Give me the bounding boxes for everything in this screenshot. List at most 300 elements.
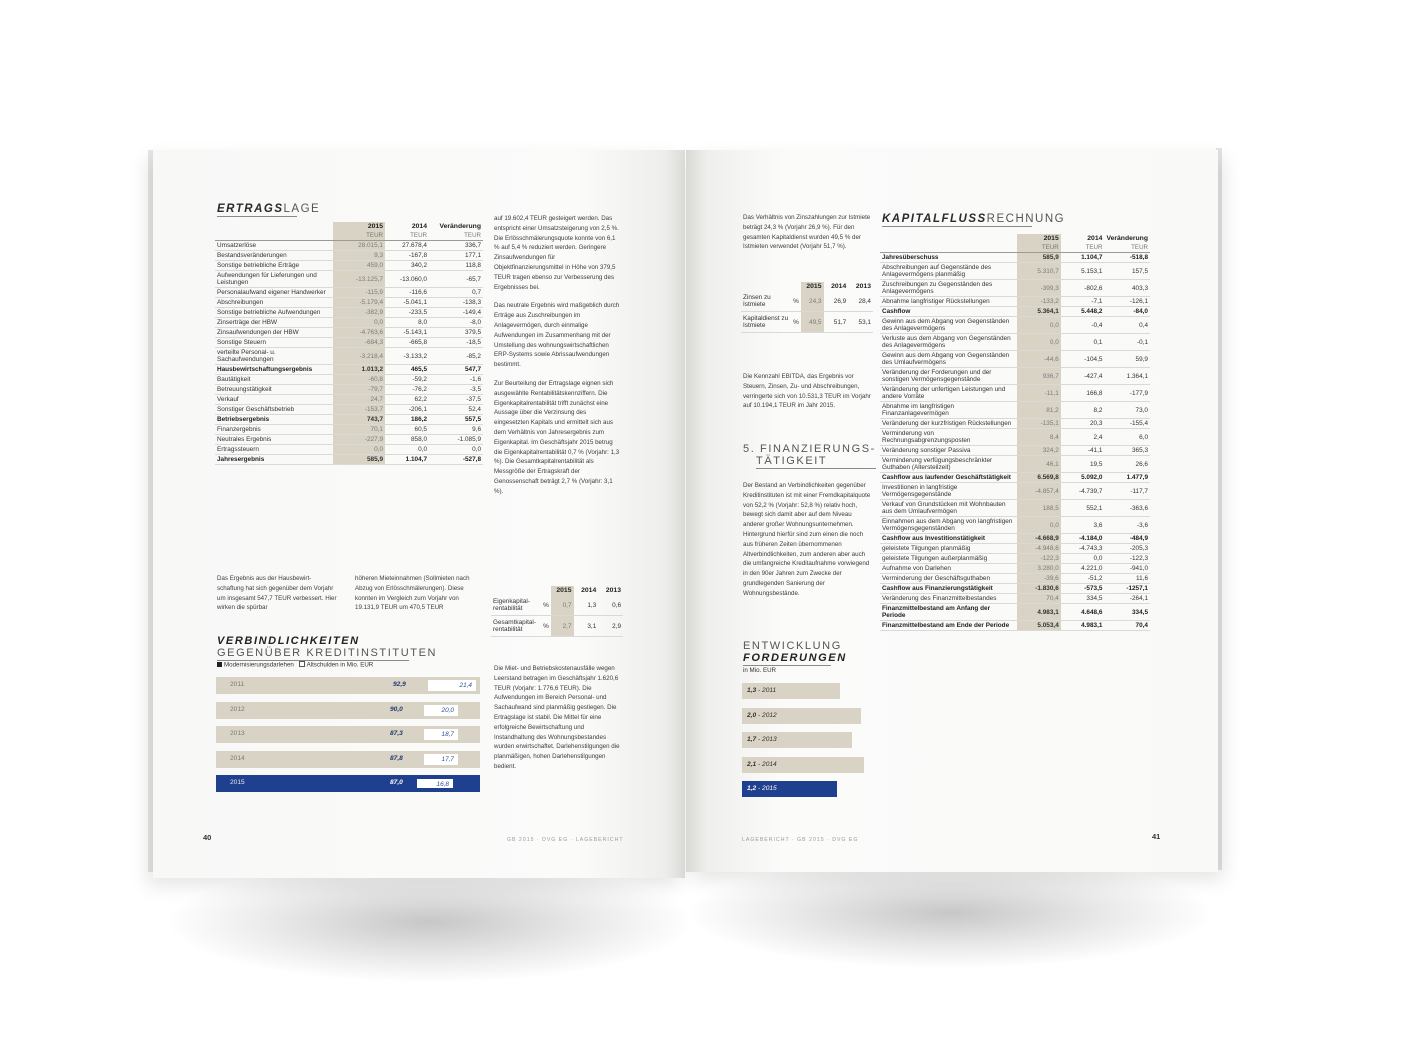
- kapitalfluss-row: [880, 483, 1150, 500]
- kapitalfluss-row: [880, 554, 1150, 564]
- ertrag-row-label: Bestandsveränderungen: [215, 251, 333, 261]
- kapitalfluss-row-label: Finanzmittelbestand am Anfang der Periode: [880, 604, 1017, 621]
- bar-year-label: 2014: [230, 754, 245, 762]
- forderungen-bar-label: [747, 687, 776, 694]
- ertrag-row-value: -1,6: [429, 375, 483, 385]
- ertrag-row: [215, 375, 483, 385]
- zins-header-blank: [741, 282, 791, 291]
- kapitalfluss-row: [880, 517, 1150, 534]
- forderungen-bar: [742, 708, 861, 724]
- zins-row-value: 51,7: [824, 312, 849, 333]
- ertrag-row: [215, 318, 483, 328]
- ertrag-row-value: -8,0: [429, 318, 483, 328]
- kapitalfluss-row-value: 585,9: [1017, 253, 1061, 263]
- page-number-right: 41: [1152, 832, 1161, 841]
- ertrag-row-value: 585,9: [333, 455, 385, 465]
- kapitalfluss-row-label: Abnahme langfristiger Rückstellungen: [880, 297, 1017, 307]
- kapitalfluss-row-value: -0,4: [1061, 317, 1105, 334]
- bar-value-modernisierung: 92,9: [393, 681, 406, 688]
- right-page: [686, 150, 1218, 872]
- kapitalfluss-row-value: 552,1: [1061, 500, 1105, 517]
- ertrag-row-value: -5.041,1: [385, 298, 429, 308]
- ertrag-row-value: 28.015,1: [333, 241, 385, 251]
- kapitalfluss-row-value: -84,0: [1104, 307, 1150, 317]
- ertrag-row-value: 9,6: [429, 425, 483, 435]
- zins-row-label: Kapitaldienst zu Istmiete: [741, 312, 791, 333]
- bar-legend: [217, 661, 373, 669]
- kapitalfluss-row-value: -7,1: [1061, 297, 1105, 307]
- kapitalfluss-row-value: 11,6: [1104, 574, 1150, 584]
- ertrag-row: [215, 348, 483, 365]
- ertrag-row-value: 557,5: [429, 415, 483, 425]
- running-footer-right: LAGEBERICHT · GB 2015 · DVG EG: [742, 837, 859, 843]
- forderungen-bar-sep: -: [756, 687, 763, 694]
- forderungen-bar-year: 2011: [762, 687, 777, 694]
- kapitalfluss-row-value: 59,9: [1104, 351, 1150, 368]
- kapitalfluss-row-value: -41,1: [1061, 446, 1105, 456]
- ertrag-row-label: Sonstige betriebliche Erträge: [215, 261, 333, 271]
- rent-header-1: 2014: [581, 587, 597, 594]
- kapitalfluss-row-value: -177,9: [1104, 385, 1150, 402]
- bar-year-label: 2015: [230, 779, 245, 786]
- ertrag-row-value: -76,2: [385, 385, 429, 395]
- kapitalfluss-row-value: 0,0: [1061, 554, 1105, 564]
- kapitalfluss-row-value: 0,4: [1104, 317, 1150, 334]
- kapitalfluss-row-value: -518,8: [1104, 253, 1150, 263]
- ertrag-row: [215, 365, 483, 375]
- zins-row-value: 53,1: [848, 312, 873, 333]
- kapitalfluss-row-value: 0,1: [1061, 334, 1105, 351]
- kapitalfluss-row-value: 0,0: [1017, 317, 1061, 334]
- zins-header-0: 2015: [801, 282, 824, 291]
- col2-paragraph-1: auf 19.602,4 TEUR gesteigert werden. Das entspricht einer Umsatzsteigerung von 2,5 %. Die Erlösschmälerungsquote konnte von 6,1 % auf 5,4 % reduziert werden. Geringere Zinsaufwendungen für Objektfinanzierungsmittel in Höhe von 379,5 TEUR tragen ebenso zur Verbesserung des Ergebnisses bei.: [494, 215, 619, 291]
- kapitalfluss-row-value: 334,5: [1061, 594, 1105, 604]
- ertrag-row: [215, 251, 483, 261]
- kapitalfluss-row-label: Verminderung verfügungsbeschränkter Guthaben (Altersteilzeit): [880, 456, 1017, 473]
- ertrag-row-label: verteilte Personal- u. Sachaufwendungen: [215, 348, 333, 365]
- running-footer-left: GB 2015 · DVG EG · LAGEBERICHT: [507, 837, 624, 843]
- kapitalfluss-row-value: 4.983,1: [1061, 621, 1105, 631]
- legend-altschulden: Altschulden in Mio. EUR: [306, 661, 374, 669]
- ertrag-row-value: -5.179,4: [333, 298, 385, 308]
- ertrag-row-value: 379,5: [429, 328, 483, 338]
- kapitalfluss-row-value: -39,6: [1017, 574, 1061, 584]
- kapitalfluss-row-label: Veränderung der Forderungen und der sonstigen Vermögensgegenstände: [880, 368, 1017, 385]
- forderungen-bar-label: [747, 736, 777, 743]
- kapitalfluss-row-label: Veränderung der unfertigen Leistungen und andere Vorräte: [880, 385, 1017, 402]
- ertrag-unit-blank: [215, 231, 333, 241]
- forderungen-bar: [742, 732, 852, 748]
- rentabilitaet-table: [491, 586, 623, 637]
- kapitalfluss-row-value: 46,1: [1017, 456, 1061, 473]
- ertrag-row-value: 1.104,7: [385, 455, 429, 465]
- verbindlichkeiten-bar: [216, 775, 480, 792]
- zins-row-unit: %: [791, 312, 801, 333]
- bar-value-altschulden: 20,0: [424, 705, 458, 716]
- ertrag-row-value: 186,2: [385, 415, 429, 425]
- ertrag-row-value: 340,2: [385, 261, 429, 271]
- rent-row-unit: %: [541, 595, 551, 616]
- kapitalfluss-row-value: 5.053,4: [1017, 621, 1061, 631]
- rent-row-value: 0,6: [598, 595, 623, 616]
- kapitalfluss-row-value: 166,8: [1061, 385, 1105, 402]
- kapitalfluss-row-value: 365,3: [1104, 446, 1150, 456]
- kapitalfluss-row-value: 6,0: [1104, 429, 1150, 446]
- ertrag-row-label: Abschreibungen: [215, 298, 333, 308]
- ertrag-row-value: 465,5: [385, 365, 429, 375]
- kapitalfluss-unit-row: [880, 243, 1150, 253]
- kapitalfluss-row-label: Cashflow: [880, 307, 1017, 317]
- ertrag-row-value: 1.013,2: [333, 365, 385, 375]
- forderungen-bar-sep: -: [756, 785, 763, 792]
- kapitalfluss-row-value: -4.184,0: [1061, 534, 1105, 544]
- bar-year-label: 2013: [230, 730, 245, 737]
- ertrag-row-value: -60,8: [333, 375, 385, 385]
- kapitalfluss-row: [880, 564, 1150, 574]
- forderungen-bar-year: 2012: [762, 711, 777, 719]
- kapitalfluss-row-label: Aufnahme von Darlehen: [880, 564, 1017, 574]
- verbindlichkeiten-bar: [216, 677, 480, 694]
- kapitalfluss-row-value: -126,1: [1104, 297, 1150, 307]
- kapitalfluss-row: [880, 574, 1150, 584]
- ertrag-row-value: -227,9: [333, 435, 385, 445]
- kapitalfluss-row-value: 2,4: [1061, 429, 1105, 446]
- rent-row-value: 1,3: [574, 595, 599, 616]
- ertrag-row-value: 547,7: [429, 365, 483, 375]
- ertrag-row-value: -3,5: [429, 385, 483, 395]
- bar-value-modernisierung: 87,0: [390, 779, 403, 786]
- kapitalfluss-row-value: 1.477,9: [1104, 473, 1150, 483]
- ertrag-row-label: Personalaufwand eigener Handwerker: [215, 288, 333, 298]
- kapitalfluss-row: [880, 307, 1150, 317]
- kapitalfluss-row-value: 70,4: [1104, 621, 1150, 631]
- kapitalfluss-row-label: Veränderung der kurzfristigen Rückstellungen: [880, 419, 1017, 429]
- ertrag-header-2: Veränderung: [439, 223, 481, 230]
- forderungen-bar-year: 2014: [762, 760, 777, 768]
- ertrag-row-value: 9,3: [333, 251, 385, 261]
- kapitalfluss-row: [880, 419, 1150, 429]
- forderungen-bar-sep: -: [756, 760, 763, 768]
- ertrag-row-value: 336,7: [429, 241, 483, 251]
- entwicklung-title-2: FORDERUNGEN: [743, 652, 847, 664]
- col2-paragraph-4: Die Miet- und Betriebskostenausfälle wegen Leerstand betragen im Geschäftsjahr 1.620,6 TEUR (Vorjahr: 1.776,6 TEUR). Die Aufwendungen im Bereich Personal- und Sachaufwand sind planmäßig gestiegen. Die Ertragslage ist stabil. Die Mittel für eine erfolgreiche Bewirtschaftung und Instandhaltung des Wohnungsbestandes wurden erwirtschaftet. Darlehenstilgungen die planmäßigen, hohen Darlehenstilgungen bedient.: [494, 665, 620, 770]
- kapitalfluss-row: [880, 584, 1150, 594]
- kapitalfluss-row-value: -11,1: [1017, 385, 1061, 402]
- kapitalfluss-row-value: 4.983,1: [1017, 604, 1061, 621]
- kapitalfluss-row: [880, 253, 1150, 263]
- rent-header-row: [491, 586, 623, 595]
- kapitalfluss-title-bold: KAPITALFLUSS: [882, 213, 987, 225]
- ertrag-row-label: Finanzergebnis: [215, 425, 333, 435]
- kapitalfluss-row: [880, 544, 1150, 554]
- ertrag-row-value: 743,7: [333, 415, 385, 425]
- ertrag-row-value: -65,7: [429, 271, 483, 288]
- ertrag-row-value: 70,1: [333, 425, 385, 435]
- entwicklung-title-1: ENTWICKLUNG: [743, 640, 842, 652]
- kapitalfluss-row-value: -117,7: [1104, 483, 1150, 500]
- kapitalfluss-row: [880, 456, 1150, 473]
- kapitalfluss-row-value: 73,0: [1104, 402, 1150, 419]
- ertragslage-title-rest: LAGE: [283, 203, 321, 215]
- kapitalfluss-row-label: Gewinn aus dem Abgang von Gegenständen des Anlagevermögens: [880, 317, 1017, 334]
- kapitalfluss-row-label: Abschreibungen auf Gegenstände des Anlagevermögens planmäßig: [880, 263, 1017, 280]
- kapitalfluss-header-row: [880, 234, 1150, 243]
- kapitalfluss-row-value: -1257,1: [1104, 584, 1150, 594]
- bar-value-altschulden: 18,7: [424, 729, 458, 740]
- kapitalfluss-row-value: 6.569,8: [1017, 473, 1061, 483]
- kapitalfluss-row-label: Cashflow aus Finanzierungstätigkeit: [880, 584, 1017, 594]
- kapitalfluss-row-label: Veränderung sonstiger Passiva: [880, 446, 1017, 456]
- ertrag-row-label: Sonstige betriebliche Aufwendungen: [215, 308, 333, 318]
- forderungen-bar-sep: -: [756, 711, 763, 719]
- kapitalfluss-row: [880, 500, 1150, 517]
- kapitalfluss-row-value: 5.448,2: [1061, 307, 1105, 317]
- col2-paragraph-3: Zur Beurteilung der Ertragslage eignen sich ausgewählte Rentabilitätskennziffern. Die Eigenkapitalrentabilität trifft zunächst eine Aussage über die Verzinsung des eingesetzten Kapitals und ermittelt sich aus dem Verhältnis von Jahresergebnis zum Eigenkapital. Im Geschäftsjahr 2015 betrug die Eigenkapitalrentabilität 0,7 % (Vorjahr: 1,3 %). Die Gesamtkapitalrentabilität als Messgröße der Ertragskraft der Genossenschaft beträgt 2,7 % (Vorjahr: 3,1 %).: [494, 379, 620, 495]
- ertrag-row-value: -13.125,7: [333, 271, 385, 288]
- ertrag-header-row: [215, 222, 483, 231]
- zins-header-row: [741, 282, 873, 291]
- ertragslage-title: [217, 203, 321, 217]
- kapitalfluss-row-value: -802,6: [1061, 280, 1105, 297]
- zins-paragraph: [743, 213, 871, 261]
- ertrag-row-value: 177,1: [429, 251, 483, 261]
- ertrag-row-value: -59,2: [385, 375, 429, 385]
- legend-swatch-altschulden: [299, 661, 305, 667]
- kapitalfluss-row: [880, 402, 1150, 419]
- ertrag-row-value: -116,6: [385, 288, 429, 298]
- kapitalfluss-row-value: -4.668,9: [1017, 534, 1061, 544]
- kapitalfluss-row-label: Jahresüberschuss: [880, 253, 1017, 263]
- ertrag-row-label: Jahresergebnis: [215, 455, 333, 465]
- kapitalfluss-row-value: -205,3: [1104, 544, 1150, 554]
- ertrag-row-value: -206,1: [385, 405, 429, 415]
- ertragslage-title-bold: ERTRAGS: [217, 203, 284, 215]
- bar-year-label: 2012: [230, 705, 245, 713]
- ebitda-paragraph: [743, 372, 871, 420]
- kapitalfluss-row-label: Verluste aus dem Abgang von Gegenständen des Anlagevermögens: [880, 334, 1017, 351]
- forderungen-bar: [742, 757, 864, 773]
- ertrag-row-value: -665,8: [385, 338, 429, 348]
- ertragslage-table: [215, 222, 483, 465]
- kapitalfluss-row-value: 1.104,7: [1061, 253, 1105, 263]
- ertrag-row-value: 0,0: [333, 445, 385, 455]
- kapitalfluss-row: [880, 280, 1150, 297]
- kapitalfluss-row-label: Cashflow aus Investitionstätigkeit: [880, 534, 1017, 544]
- kapitalfluss-row-value: -4.743,3: [1061, 544, 1105, 554]
- ertrag-row-value: -3.133,2: [385, 348, 429, 365]
- kapitalfluss-row-value: 936,7: [1017, 368, 1061, 385]
- ergebnis-paragraph-a-text: Das Ergebnis aus der Hausbewirt-schaftung hat sich gegenüber dem Vorjahr um insgesamt 547,7 TEUR verbessert. Hier wirken die spürbar: [217, 575, 337, 612]
- ertrag-row-value: 0,7: [429, 288, 483, 298]
- ebitda-paragraph-text: Die Kennzahl EBITDA, das Ergebnis vor Steuern, Zinsen, Zu- und Abschreibungen, verringerte sich von 10.531,3 TEUR im Vorjahr auf 10.194,1 TEUR im Jahr 2015.: [743, 373, 871, 410]
- rent-header-blank: [491, 586, 541, 595]
- ertrag-row-label: Zinserträge der HBW: [215, 318, 333, 328]
- zins-row: [741, 312, 873, 333]
- rent-row-label: Eigenkapital-rentabilität: [491, 595, 541, 616]
- bar-value-altschulden: 16,8: [416, 778, 454, 789]
- legend-swatch-modernisierung: [217, 662, 222, 667]
- kapitalfluss-row-value: -941,0: [1104, 564, 1150, 574]
- kapitalfluss-row-value: 19,5: [1061, 456, 1105, 473]
- finanzierung-paragraph-text: Der Bestand an Verbindlichkeiten gegenüber Kreditinstituten ist mit einer Fremdkapitalquote von 52,2 % (Vorjahr: 52,8 %) relativ hoch, bewegt sich damit aber auf dem Niveau anderer großer Wohnungsunternehmen. Hintergrund hierfür sind zum einen die noch aus früheren Zeiten übernommenen Altverbindlichkeiten, zum anderen aber auch die umfangreiche Kreditaufnahme vorwiegend in den 90er Jahren zum Zwecke der grundlegenden Sanierung der Wohnungsbestände.: [743, 482, 871, 597]
- ertrag-row: [215, 385, 483, 395]
- kapitalfluss-row-value: 5.364,1: [1017, 307, 1061, 317]
- verbindlichkeiten-title-2: GEGENÜBER KREDITINSTITUTEN: [217, 647, 438, 659]
- ertrag-row-value: -167,8: [385, 251, 429, 261]
- ertrag-row: [215, 405, 483, 415]
- ertrag-row: [215, 435, 483, 445]
- bar-value-modernisierung: 87,3: [390, 730, 403, 737]
- kapitalfluss-row-value: -44,6: [1017, 351, 1061, 368]
- kapitalfluss-row-label: Verminderung von Rechnungsabgrenzungsposten: [880, 429, 1017, 446]
- ertrag-header-blank: [215, 222, 333, 231]
- zins-row-value: 26,9: [824, 291, 849, 312]
- entwicklung-unit: in Mio. EUR: [743, 667, 777, 674]
- zins-header-2: 2013: [855, 283, 871, 290]
- ertrag-row-value: 858,0: [385, 435, 429, 445]
- ertrag-row-label: Betriebsergebnis: [215, 415, 333, 425]
- ertrag-row: [215, 328, 483, 338]
- kapitalfluss-row: [880, 594, 1150, 604]
- kapitalfluss-unit-2: TEUR: [1104, 243, 1150, 253]
- kapitalfluss-row-value: -363,6: [1104, 500, 1150, 517]
- kapitalfluss-row-label: Abnahme im langfristigen Finanzanlagevermögen: [880, 402, 1017, 419]
- ertrag-row-label: Sonstige Steuern: [215, 338, 333, 348]
- finanzierung-title-1: 5. FINANZIERUNGS-: [743, 443, 876, 455]
- bar-value-modernisierung: 90,0: [390, 705, 403, 713]
- text-column-2: [494, 214, 622, 506]
- ertrag-row: [215, 425, 483, 435]
- kapitalfluss-row-value: -122,3: [1017, 554, 1061, 564]
- kapitalfluss-row-label: Einnahmen aus dem Abgang von langfristigen Vermögensgegenständen: [880, 517, 1017, 534]
- verbindlichkeiten-bar: [216, 702, 480, 719]
- ertrag-row-label: Verkauf: [215, 395, 333, 405]
- bar-value-altschulden: 17,7: [424, 754, 458, 765]
- rent-header-blank-unit: [541, 586, 551, 595]
- kapitalfluss-row: [880, 604, 1150, 621]
- kapitalfluss-row: [880, 317, 1150, 334]
- kapitalfluss-row: [880, 621, 1150, 631]
- kapitalfluss-row-value: 8,4: [1017, 429, 1061, 446]
- ertrag-row-value: -233,5: [385, 308, 429, 318]
- kapitalfluss-row-value: -573,5: [1061, 584, 1105, 594]
- kapitalfluss-row-value: -133,2: [1017, 297, 1061, 307]
- ertrag-unit-1: TEUR: [385, 231, 429, 241]
- zins-paragraph-text: Das Verhältnis von Zinszahlungen zur Istmiete beträgt 24,3 % (Vorjahr 26,9 %). Für den gesamten Kapitaldienst wurden 49,5 % der Istmieten verwendet (Vorjahr 51,7 %).: [743, 214, 871, 251]
- kapitalfluss-row: [880, 297, 1150, 307]
- kapitalfluss-unit-1: TEUR: [1061, 243, 1105, 253]
- kapitalfluss-row: [880, 473, 1150, 483]
- ertrag-row-value: 60,5: [385, 425, 429, 435]
- zins-header-1: 2014: [831, 283, 847, 290]
- kapitalfluss-row-value: -0,1: [1104, 334, 1150, 351]
- ertrag-row-value: -37,5: [429, 395, 483, 405]
- ertrag-row: [215, 455, 483, 465]
- kapitalfluss-row-value: -484,9: [1104, 534, 1150, 544]
- ertrag-row-value: -18,5: [429, 338, 483, 348]
- ertrag-row-label: Ertragssteuern: [215, 445, 333, 455]
- ertrag-row: [215, 241, 483, 251]
- rent-row-value: 3,1: [574, 616, 599, 637]
- kapitalfluss-row-value: 5.092,0: [1061, 473, 1105, 483]
- zins-row-value: 24,3: [801, 291, 824, 312]
- kapitalfluss-row-value: 0,0: [1017, 334, 1061, 351]
- kapitalfluss-unit-blank: [880, 243, 1017, 253]
- kapitalfluss-title-rest: RECHNUNG: [986, 213, 1066, 225]
- kapitalfluss-row-value: -104,5: [1061, 351, 1105, 368]
- ertrag-unit-0: TEUR: [333, 231, 385, 241]
- kapitalfluss-row-value: 5.153,1: [1061, 263, 1105, 280]
- forderungen-bar-label: [747, 785, 777, 792]
- kapitalfluss-row-value: 4.648,6: [1061, 604, 1105, 621]
- zins-row: [741, 291, 873, 312]
- kapitalfluss-row-label: geleistete Tilgungen planmäßig: [880, 544, 1017, 554]
- kapitalfluss-row-value: 1.364,1: [1104, 368, 1150, 385]
- ertrag-row-value: -115,9: [333, 288, 385, 298]
- kapitalfluss-row-value: 0,0: [1017, 517, 1061, 534]
- bar-year-label: 2011: [230, 681, 245, 688]
- ertrag-row-value: -1.085,9: [429, 435, 483, 445]
- kapitalfluss-row-value: 324,2: [1017, 446, 1061, 456]
- kapitalfluss-row-value: -155,4: [1104, 419, 1150, 429]
- ertrag-row-value: 459,0: [333, 261, 385, 271]
- ertrag-header-1: 2014: [411, 223, 427, 230]
- forderungen-bar-value: 1,2: [747, 785, 757, 792]
- kapitalfluss-row-value: 26,6: [1104, 456, 1150, 473]
- kapitalfluss-header-0: 2015: [1017, 234, 1061, 243]
- forderungen-bar-value: 2,1: [747, 760, 757, 768]
- legend-modernisierung: Modernisierungsdarlehen: [224, 661, 294, 669]
- forderungen-bar-value: 2,0: [747, 711, 757, 719]
- kapitalfluss-row-value: -4.857,4: [1017, 483, 1061, 500]
- ertrag-row: [215, 308, 483, 318]
- ertrag-row-value: -4.763,6: [333, 328, 385, 338]
- forderungen-bar-year: 2015: [762, 785, 777, 792]
- kapitalfluss-row-label: Verminderung der Geschäftsguthaben: [880, 574, 1017, 584]
- ertrag-row-value: -79,7: [333, 385, 385, 395]
- ertrag-row-value: -527,8: [429, 455, 483, 465]
- kapitalfluss-unit-0: TEUR: [1017, 243, 1061, 253]
- ertrag-row-value: 8,0: [385, 318, 429, 328]
- kapitalfluss-row: [880, 263, 1150, 280]
- ertrag-row: [215, 445, 483, 455]
- kapitalfluss-row-label: geleistete Tilgungen außerplanmäßig: [880, 554, 1017, 564]
- kapitalfluss-table: [880, 234, 1150, 631]
- kapitalfluss-row-value: 70,4: [1017, 594, 1061, 604]
- kapitalfluss-row: [880, 351, 1150, 368]
- ertrag-row-value: -5.143,1: [385, 328, 429, 338]
- kapitalfluss-row: [880, 334, 1150, 351]
- zins-row-value: 49,5: [801, 312, 824, 333]
- kapitalfluss-row-value: -122,3: [1104, 554, 1150, 564]
- forderungen-bar-label: [747, 712, 777, 719]
- bar-value-modernisierung: 87,8: [390, 754, 403, 762]
- ergebnis-paragraph-a: [217, 574, 337, 622]
- forderungen-bar: [742, 683, 840, 699]
- ertrag-row: [215, 271, 483, 288]
- rent-row-unit: %: [541, 616, 551, 637]
- kapitalfluss-row-value: 8,2: [1061, 402, 1105, 419]
- rent-row-value: 2,7: [551, 616, 574, 637]
- forderungen-bar-value: 1,7: [747, 736, 757, 743]
- kapitalfluss-row-value: 3,6: [1061, 517, 1105, 534]
- zins-row-unit: %: [791, 291, 801, 312]
- text-column-2b: [494, 664, 622, 781]
- ertrag-row-label: Sonstiger Geschäftsbetrieb: [215, 405, 333, 415]
- forderungen-bar-value: 1,3: [747, 687, 757, 694]
- ertrag-row-value: 0,0: [429, 445, 483, 455]
- ertrag-row: [215, 288, 483, 298]
